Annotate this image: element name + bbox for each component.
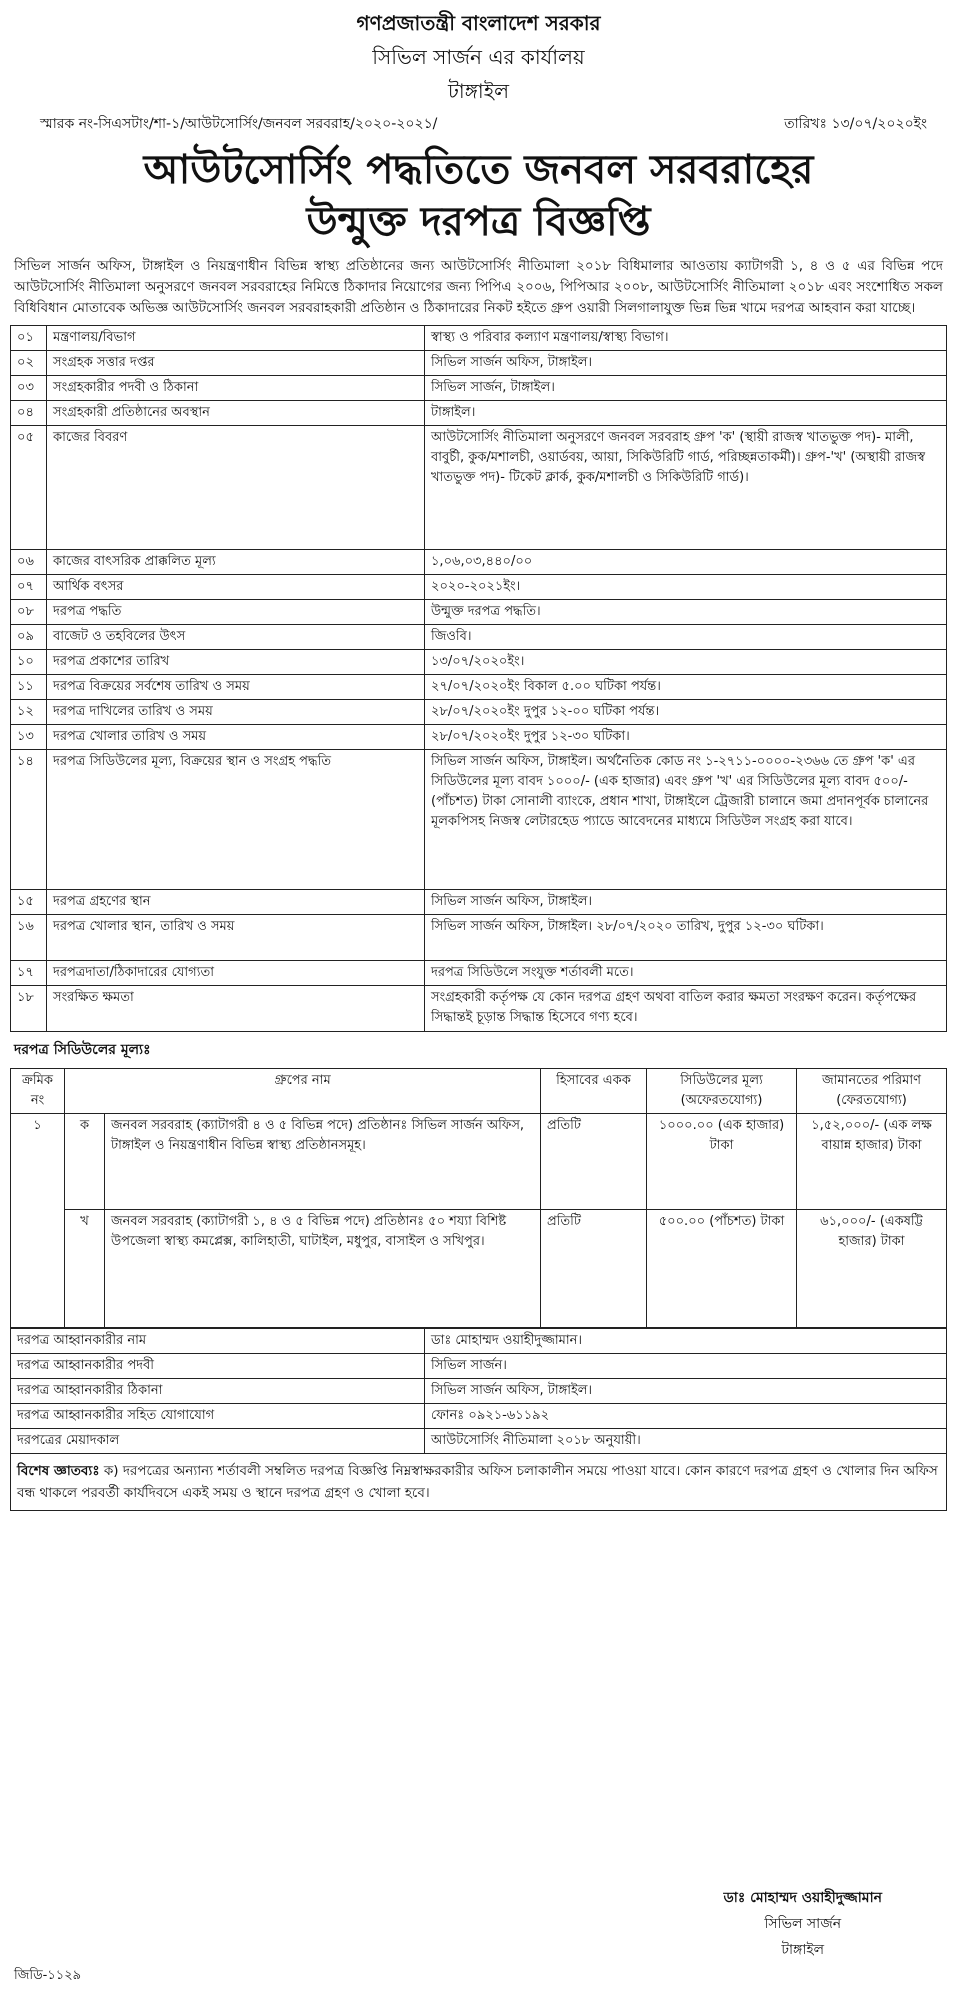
table-row xyxy=(11,1114,947,1210)
row-number: ০২ xyxy=(11,351,47,376)
table-row xyxy=(11,890,947,915)
serial-header: ক্রমিক নং xyxy=(11,1069,65,1114)
contact-label: দরপত্র আহ্বানকারীর ঠিকানা xyxy=(11,1379,425,1404)
row-value: উন্মুক্ত দরপত্র পদ্ধতি। xyxy=(425,600,947,625)
table-row xyxy=(11,550,947,575)
row-number: ১৭ xyxy=(11,961,47,986)
table-row xyxy=(11,1429,947,1454)
notice-title xyxy=(10,144,947,248)
letterhead xyxy=(10,6,947,108)
table-row xyxy=(11,1354,947,1379)
row-label: দরপত্র প্রকাশের তারিখ xyxy=(47,650,425,675)
title-line-2: উন্মুক্ত দরপত্র বিজ্ঞপ্তি xyxy=(306,199,651,245)
table-row xyxy=(11,401,947,426)
reference-line xyxy=(10,108,947,140)
row-value: সংগ্রহকারী কর্তৃপক্ষ যে কোন দরপত্র গ্রহণ অথবা বাতিল করার ক্ষমতা সংরক্ষণ করেন। কর্তৃপক্ষের সিদ্ধান্তই চূড়ান্ত সিদ্ধান্ত হিসেবে গণ্য হবে। xyxy=(425,986,947,1032)
row-value: আউটসোর্সিং নীতিমালা অনুসরণে জনবল সরবরাহ গ্রুপ 'ক' (স্থায়ী রাজস্ব খাতভুক্ত পদ)- মালী, বাবুর্চী, কুক/মশালচী, ওয়ার্ডবয়, আয়া, সিকিউরিটি গার্ড, পরিচ্ছন্নতাকর্মী)। গ্রুপ-'খ' (অস্থায়ী রাজস্ব খাতভুক্ত পদ)- টিকেট ক্লার্ক, কুক/মশালচী ও সিকিউরিটি গার্ড)। xyxy=(425,426,947,550)
row-number: ০১ xyxy=(11,326,47,351)
row-number: ১৬ xyxy=(11,915,47,961)
table-row xyxy=(11,1404,947,1429)
group-security: ৬১,০০০/- (একষট্টি হাজার) টাকা xyxy=(797,1210,947,1328)
schedule-heading: দরপত্র সিডিউলের মূল্যঃ xyxy=(14,1042,151,1058)
row-number: ০৬ xyxy=(11,550,47,575)
row-label: দরপত্র খোলার তারিখ ও সময় xyxy=(47,725,425,750)
table-row xyxy=(11,351,947,376)
row-value: ১৩/০৭/২০২০ইং। xyxy=(425,650,947,675)
table-row xyxy=(11,1379,947,1404)
notice-date: তারিখঃ ১৩/০৭/২০২০ইং xyxy=(784,116,927,132)
row-value: সিভিল সার্জন অফিস, টাঙ্গাইল। xyxy=(425,351,947,376)
intro-paragraph: সিভিল সার্জন অফিস, টাঙ্গাইল ও নিয়ন্ত্রণাধীন বিভিন্ন স্বাস্থ্য প্রতিষ্ঠানের জন্য আউটসোর্সিং নীতিমালা ২০১৮ বিধিমালার আওতায় ক্যাটাগরী ১, ৪ ও ৫ এর বিভিন্ন পদে আউটসোর্সিং নীতিমালা অনুসরণে জনবল সরবরাহের নিমিত্তে ঠিকাদার নিয়োগের জন্য পিপিএ ২০০৬, পিপিআর ২০০৮, আউটসোর্সিং নীতিমালা ২০১৮ এবং সংশোধিত সকল বিধিবিধান মোতাবেক অভিজ্ঞ আউটসোর্সিং জনবল সরবরাহকারী প্রতিষ্ঠান ও ঠিকাদারের নিকট হইতে গ্রুপ ওয়ারী সিলগালাযুক্ত ভিন্ন ভিন্ন খামে দরপত্র আহবান করা যাচ্ছে। xyxy=(14,258,943,316)
footer-code: জিডি-১১২৯ xyxy=(14,1968,82,1983)
table-row xyxy=(11,961,947,986)
row-value: স্বাস্থ্য ও পরিবার কল্যাণ মন্ত্রণালয়/স্বাস্থ্য বিভাগ। xyxy=(425,326,947,351)
group-code: খ xyxy=(65,1210,105,1328)
table-row xyxy=(11,1210,947,1328)
row-number: ১১ xyxy=(11,675,47,700)
price-header: সিডিউলের মূল্য (অফেরতযোগ্য) xyxy=(647,1069,797,1114)
group-price: ৫০০.০০ (পাঁচশত) টাকা xyxy=(647,1210,797,1328)
row-number: ০৮ xyxy=(11,600,47,625)
memo-number: স্মারক নং-সিএসটাং/শা-১/আউটসোর্সিং/জনবল সরবরাহ/২০২০-২০২১/ xyxy=(40,116,438,132)
signatory-place: টাঙ্গাইল xyxy=(781,1942,825,1958)
group-security: ১,৫২,০০০/- (এক লক্ষ বায়ান্ন হাজার) টাকা xyxy=(797,1114,947,1210)
contact-value: আউটসোর্সিং নীতিমালা ২০১৮ অনুযায়ী। xyxy=(425,1429,947,1454)
table-row xyxy=(11,915,947,961)
table-row xyxy=(11,326,947,351)
tender-info-table xyxy=(10,325,947,1032)
table-row xyxy=(11,600,947,625)
table-row xyxy=(11,575,947,600)
row-number: ১৪ xyxy=(11,750,47,890)
row-value: দরপত্র সিডিউলে সংযুক্ত শর্তাবলী মতে। xyxy=(425,961,947,986)
schedule-header-row xyxy=(11,1069,947,1114)
contact-value: ফোনঃ ০৯২১-৬১১৯২ xyxy=(425,1404,947,1429)
row-value: সিভিল সার্জন, টাঙ্গাইল। xyxy=(425,376,947,401)
row-label: আর্থিক বৎসর xyxy=(47,575,425,600)
row-number: ০৭ xyxy=(11,575,47,600)
group-name: জনবল সরবরাহ (ক্যাটাগরী ৪ ও ৫ বিভিন্ন পদে) প্রতিষ্ঠানঃ সিভিল সার্জন অফিস, টাঙ্গাইল ও নিয়ন্ত্রণাধীন বিভিন্ন স্বাস্থ্য প্রতিষ্ঠানসমূহ। xyxy=(105,1114,541,1210)
row-label: কাজের বাৎসরিক প্রাক্কলিত মূল্য xyxy=(47,550,425,575)
row-label: দরপত্র দাখিলের তারিখ ও সময় xyxy=(47,700,425,725)
row-label: দরপত্রদাতা/ঠিকাদারের যোগ্যতা xyxy=(47,961,425,986)
table-row xyxy=(11,700,947,725)
group-header: গ্রুপের নাম xyxy=(65,1069,541,1114)
row-value: টাঙ্গাইল। xyxy=(425,401,947,426)
contact-label: দরপত্রের মেয়াদকাল xyxy=(11,1429,425,1454)
table-row xyxy=(11,675,947,700)
contact-table xyxy=(10,1328,947,1454)
signatory-designation: সিভিল সার্জন xyxy=(764,1916,842,1932)
security-header: জামানতের পরিমাণ (ফেরতযোগ্য) xyxy=(797,1069,947,1114)
row-label: মন্ত্রণালয়/বিভাগ xyxy=(47,326,425,351)
group-code: ক xyxy=(65,1114,105,1210)
row-value: জিওবি। xyxy=(425,625,947,650)
signatory-name: ডাঃ মোহাম্মদ ওয়াহীদুজ্জামান xyxy=(723,1890,882,1906)
contact-label: দরপত্র আহ্বানকারীর সহিত যোগাযোগ xyxy=(11,1404,425,1429)
row-label: দরপত্র বিক্রয়ের সর্বশেষ তারিখ ও সময় xyxy=(47,675,425,700)
row-number: ০৫ xyxy=(11,426,47,550)
signature-block xyxy=(723,1885,882,1963)
row-label: সংগ্রহক সত্তার দপ্তর xyxy=(47,351,425,376)
contact-label: দরপত্র আহ্বানকারীর নাম xyxy=(11,1329,425,1354)
row-label: দরপত্র সিডিউলের মূল্য, বিক্রয়ের স্থান ও সংগ্রহ পদ্ধতি xyxy=(47,750,425,890)
table-row xyxy=(11,986,947,1032)
row-number: ১৮ xyxy=(11,986,47,1032)
table-row xyxy=(11,625,947,650)
row-number: ১৩ xyxy=(11,725,47,750)
unit-header: হিসাবের একক xyxy=(541,1069,647,1114)
table-row xyxy=(11,426,947,550)
row-value: সিভিল সার্জন অফিস, টাঙ্গাইল। ২৮/০৭/২০২০ তারিখ, দুপুর ১২-৩০ ঘটিকা। xyxy=(425,915,947,961)
row-value: ২৮/০৭/২০২০ইং দুপুর ১২-৩০ ঘটিকা। xyxy=(425,725,947,750)
group-unit: প্রতিটি xyxy=(541,1210,647,1328)
row-label: কাজের বিবরণ xyxy=(47,426,425,550)
row-value: ১,০৬,০৩,৪৪০/০০ xyxy=(425,550,947,575)
row-number: ১২ xyxy=(11,700,47,725)
group-name: জনবল সরবরাহ (ক্যাটাগরী ১, ৪ ও ৫ বিভিন্ন পদে) প্রতিষ্ঠানঃ ৫০ শয্যা বিশিষ্ট উপজেলা স্বাস্থ্য কমপ্লেক্স, কালিহাতী, ঘাটাইল, মধুপুর, বাসাইল ও সখিপুর। xyxy=(105,1210,541,1328)
contact-value: সিভিল সার্জন অফিস, টাঙ্গাইল। xyxy=(425,1379,947,1404)
row-value: সিভিল সার্জন অফিস, টাঙ্গাইল। xyxy=(425,890,947,915)
notes-label: বিশেষ জ্ঞাতব্যঃ xyxy=(17,1463,100,1479)
government-name: গণপ্রজাতন্ত্রী বাংলাদেশ সরকার xyxy=(356,11,601,35)
row-label: সংরক্ষিত ক্ষমতা xyxy=(47,986,425,1032)
office-name: সিভিল সার্জন এর কার্যালয় xyxy=(372,45,585,69)
special-notes xyxy=(10,1454,947,1511)
row-label: দরপত্র গ্রহণের স্থান xyxy=(47,890,425,915)
table-row xyxy=(11,725,947,750)
table-row xyxy=(11,750,947,890)
group-unit: প্রতিটি xyxy=(541,1114,647,1210)
row-number: ০৯ xyxy=(11,625,47,650)
group-price: ১০০০.০০ (এক হাজার) টাকা xyxy=(647,1114,797,1210)
notes-text: ক) দরপত্রের অন্যান্য শর্তাবলী সম্বলিত দরপত্র বিজ্ঞপ্তি নিম্নস্বাক্ষরকারীর অফিস চলাকালীন সময়ে পাওয়া যাবে। কোন কারণে দরপত্র গ্রহণ ও খোলার দিন অফিস বন্ধ থাকলে পরবর্তী কার্যদিবসে একই সময় ও স্থানে দরপত্র গ্রহণ ও খোলা হবে। xyxy=(17,1463,938,1501)
row-label: দরপত্র পদ্ধতি xyxy=(47,600,425,625)
contact-value: ডাঃ মোহাম্মদ ওয়াহীদুজ্জামান। xyxy=(425,1329,947,1354)
row-number: ০৪ xyxy=(11,401,47,426)
table-row xyxy=(11,1329,947,1354)
schedule-table xyxy=(10,1068,947,1328)
row-value: ২০২০-২০২১ইং। xyxy=(425,575,947,600)
table-row xyxy=(11,376,947,401)
row-label: দরপত্র খোলার স্থান, তারিখ ও সময় xyxy=(47,915,425,961)
title-line-1: আউটসোর্সিং পদ্ধতিতে জনবল সরবরাহের xyxy=(143,147,814,193)
row-label: সংগ্রহকারী প্রতিষ্ঠানের অবস্থান xyxy=(47,401,425,426)
row-number: ১০ xyxy=(11,650,47,675)
table-row xyxy=(11,650,947,675)
district-name: টাঙ্গাইল xyxy=(447,79,510,103)
row-label: বাজেট ও তহবিলের উৎস xyxy=(47,625,425,650)
row-value: ২৮/০৭/২০২০ইং দুপুর ১২-০০ ঘটিকা পর্যন্ত। xyxy=(425,700,947,725)
row-value: ২৭/০৭/২০২০ইং বিকাল ৫.০০ ঘটিকা পর্যন্ত। xyxy=(425,675,947,700)
contact-label: দরপত্র আহ্বানকারীর পদবী xyxy=(11,1354,425,1379)
row-label: সংগ্রহকারীর পদবী ও ঠিকানা xyxy=(47,376,425,401)
row-number: ১৫ xyxy=(11,890,47,915)
row-number: ০৩ xyxy=(11,376,47,401)
row-value: সিভিল সার্জন অফিস, টাঙ্গাইল। অর্থনৈতিক কোড নং ১-২৭১১-০০০০-২৩৬৬ তে গ্রুপ 'ক' এর সিডিউলের মূল্য বাবদ ১০০০/- (এক হাজার) এবং গ্রুপ 'খ' এর সিডিউলের মূল্য বাবদ ৫০০/- (পাঁচশত) টাকা সোনালী ব্যাংকে, প্রধান শাখা, টাঙ্গাইলে ট্রেজারী চালানে জমা প্রদানপূর্বক চালানের মূলকপিসহ নিজস্ব লেটারহেড প্যাডে আবেদনের মাধ্যমে সিডিউল সংগ্রহ করা যাবে। xyxy=(425,750,947,890)
contact-value: সিভিল সার্জন। xyxy=(425,1354,947,1379)
schedule-serial: ১ xyxy=(11,1114,65,1328)
